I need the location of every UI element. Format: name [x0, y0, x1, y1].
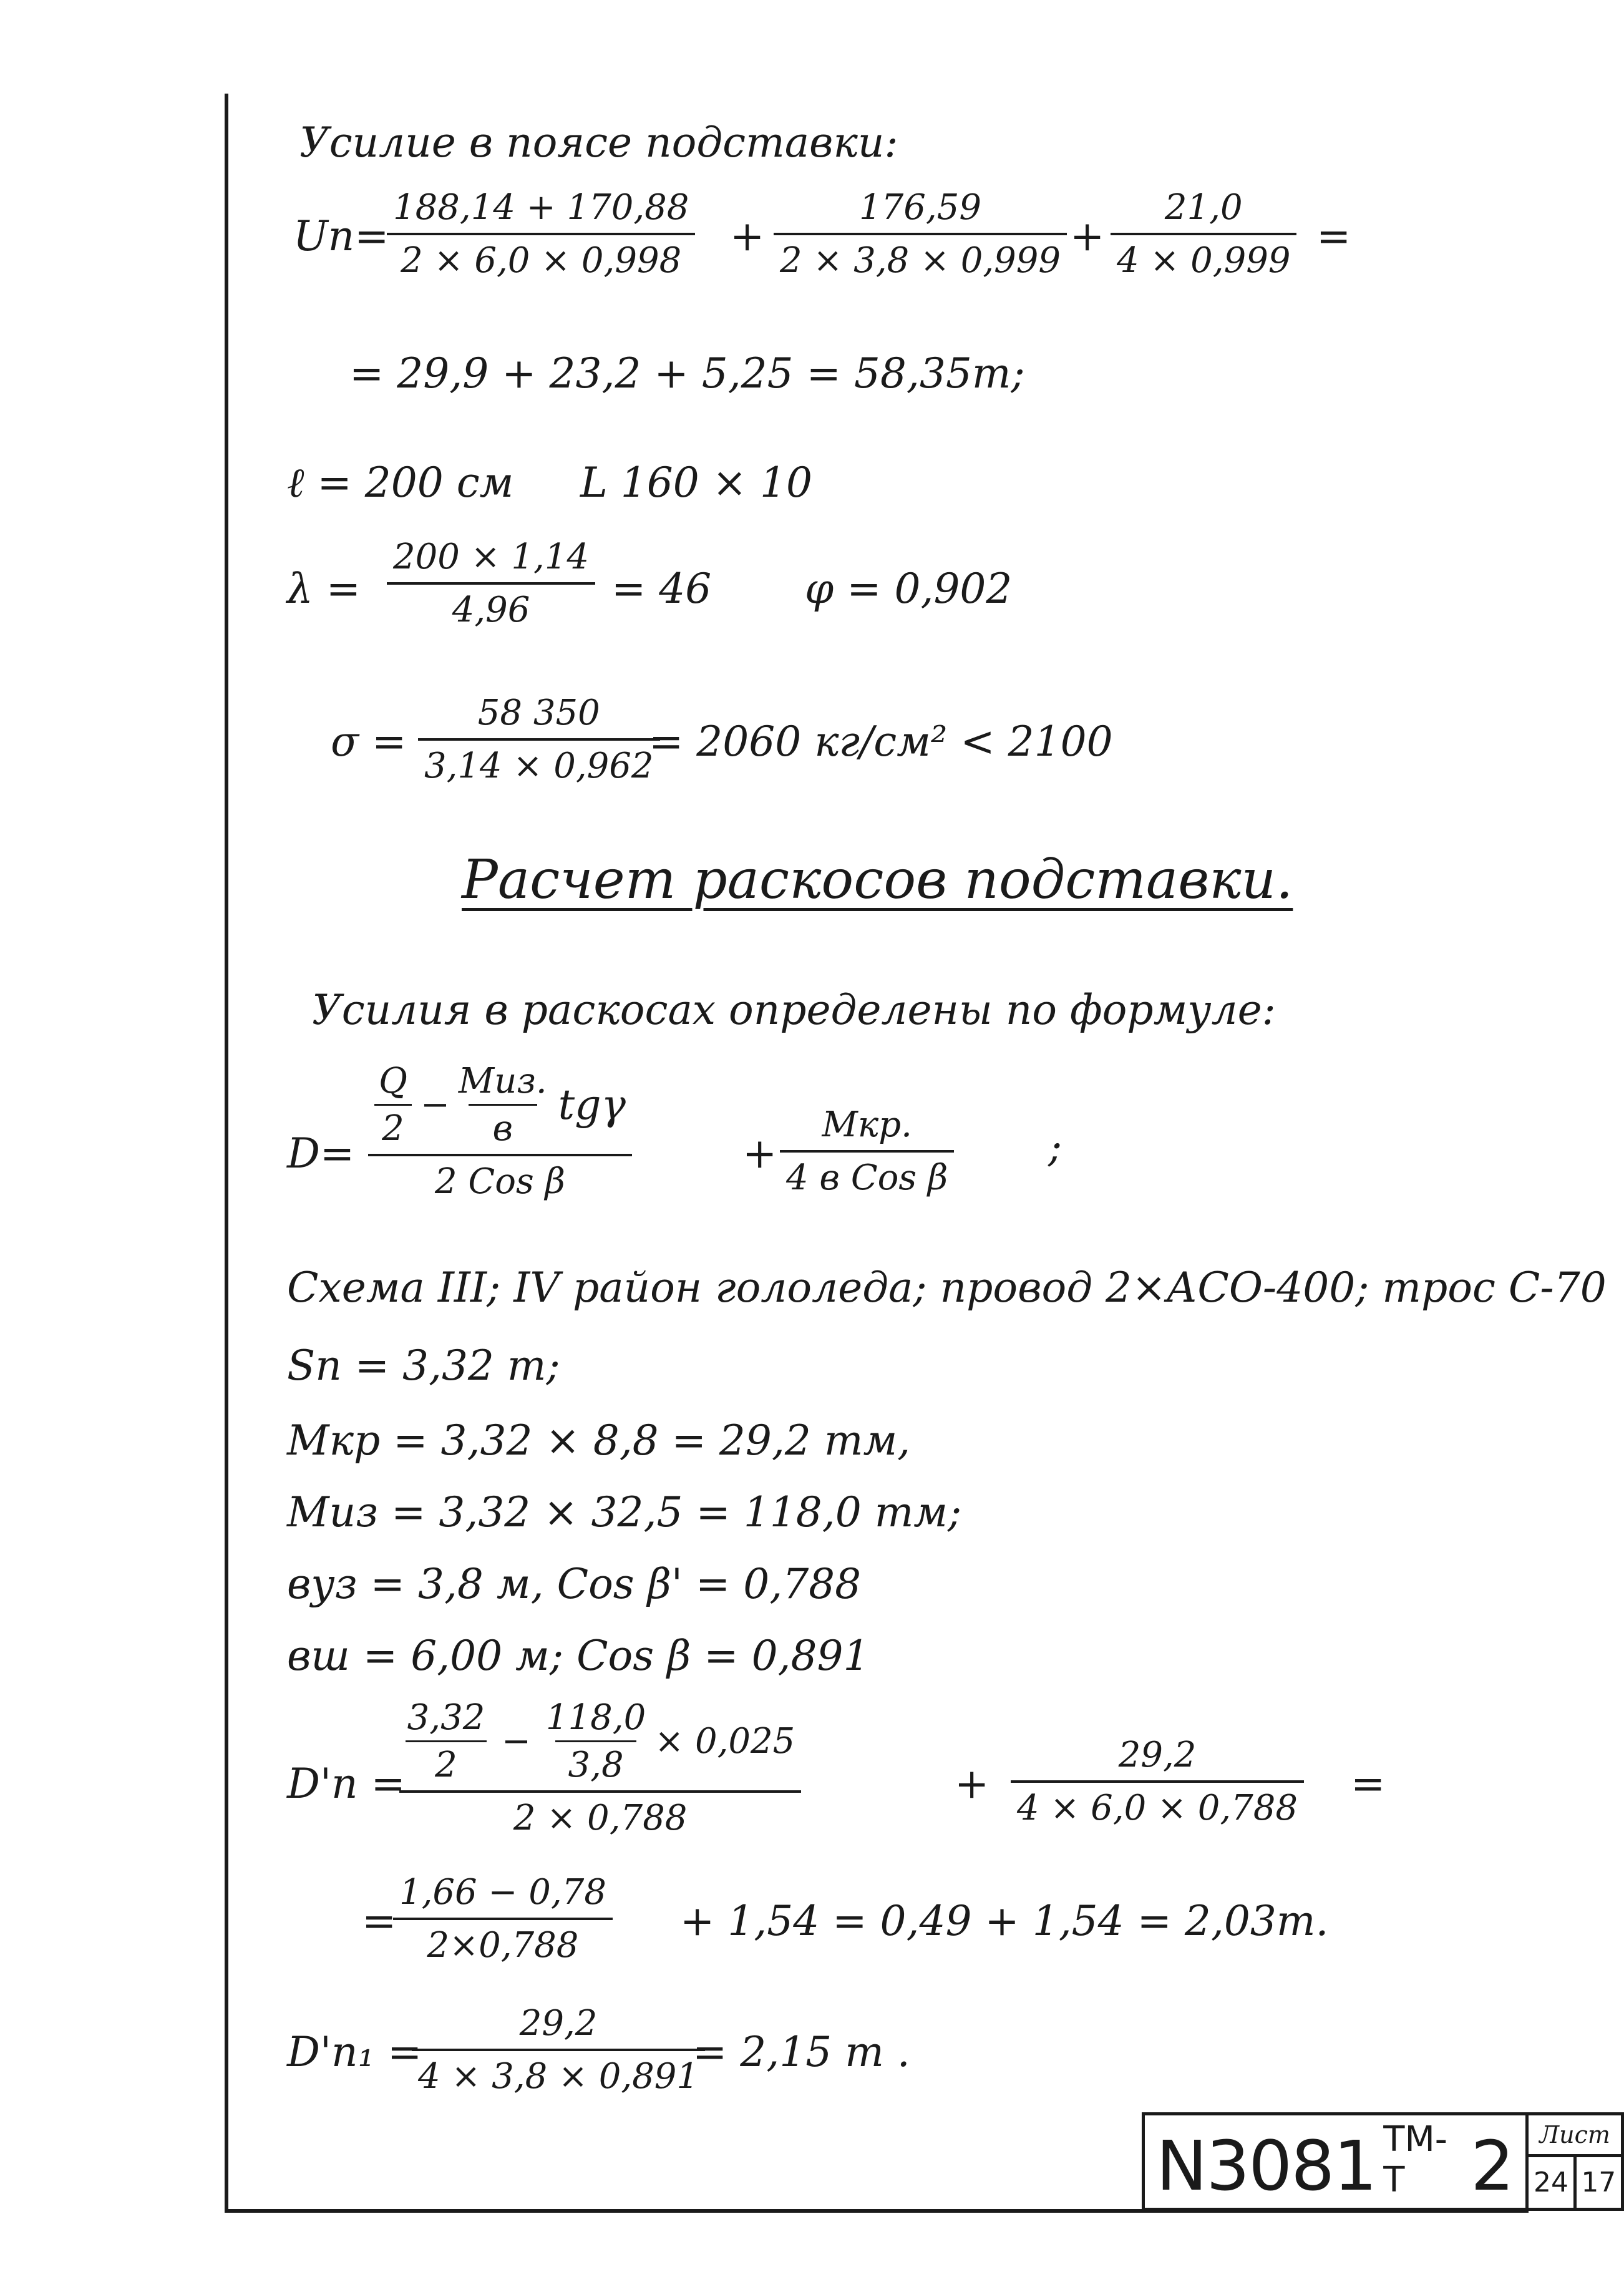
sn-value: Sп = 3,32 т;	[287, 1342, 560, 1390]
section-heading: Расчет раскосов подставки.	[462, 849, 1293, 911]
dn2-rest: + 1,54 = 0,49 + 1,54 = 2,03т.	[680, 1897, 1329, 1945]
dn-b-denominator: 3,8	[568, 1745, 624, 1785]
dn-mult: × 0,025	[654, 1721, 795, 1762]
un-plus-2: +	[1070, 212, 1105, 260]
dn-main-numerator	[399, 1697, 801, 1785]
dn1-lhs: D'п₁ =	[287, 2028, 422, 2076]
dn1-denominator: 4 × 3,8 × 0,891	[418, 2056, 699, 2097]
sigma-numerator: 58 350	[477, 693, 600, 733]
left-margin-line	[225, 94, 228, 2209]
document-suffix: ТМ-Т	[1383, 2119, 1447, 2200]
un-plus-1: +	[730, 212, 765, 260]
document-number: 2	[1471, 2126, 1515, 2206]
d-main-fraction	[368, 1061, 632, 1202]
dn-equals: =	[1351, 1760, 1386, 1808]
dn-main-denominator: 2 × 0,788	[513, 1798, 688, 1838]
d-q-fraction	[374, 1061, 412, 1149]
d-miz-fraction	[459, 1061, 547, 1149]
angle-profile: L 160 × 10	[580, 459, 813, 507]
un-fraction-1	[387, 187, 695, 281]
sigma-fraction	[418, 693, 660, 786]
d-main-denominator: 2 Cos β	[434, 1161, 565, 1202]
fraction-bar	[1011, 1780, 1304, 1783]
d-plus: +	[742, 1129, 777, 1178]
sheet-cell-2: 17	[1573, 2157, 1621, 2208]
fraction-bar	[469, 1104, 537, 1106]
dn2-denominator: 2×0,788	[427, 1925, 579, 1966]
fraction-bar	[418, 738, 660, 741]
phi-value: φ = 0,902	[805, 565, 1013, 613]
fraction-bar	[412, 2049, 705, 2051]
un-lhs: Uп=	[293, 212, 389, 260]
dn2-equals: =	[362, 1897, 397, 1945]
fraction-bar	[555, 1740, 636, 1742]
bsh-value: вш = 6,00 м; Cos β = 0,891	[287, 1632, 870, 1680]
document-code: N3081	[1156, 2126, 1376, 2206]
dn-plus: +	[955, 1760, 989, 1808]
dn1-numerator: 29,2	[519, 2003, 598, 2044]
sigma-denominator: 3,14 × 0,962	[424, 746, 654, 786]
dn1-fraction	[412, 2003, 705, 2097]
lambda-lhs: λ =	[287, 565, 361, 613]
sheet-label: Лист	[1529, 2115, 1621, 2157]
un-f1-denominator: 2 × 6,0 × 0,998	[401, 240, 682, 281]
fraction-bar	[368, 1154, 632, 1156]
dn-a-numerator: 3,32	[407, 1697, 485, 1738]
title-block-stamp	[1142, 2112, 1624, 2211]
un-fraction-3	[1111, 187, 1296, 281]
scheme-line: Схема III; IV район гололеда; провод 2×АСО-400; трос С-70	[287, 1264, 1607, 1312]
d-minus: −	[421, 1085, 450, 1125]
d-q-numerator: Q	[379, 1061, 407, 1101]
fraction-bar	[387, 582, 595, 585]
dn-minus: −	[502, 1721, 531, 1762]
d-miz-numerator: Mиз.	[458, 1061, 547, 1101]
fraction-bar	[399, 1790, 801, 1793]
formula-intro: Усилия в раскосах определены по формуле:	[312, 986, 1276, 1034]
un-f2-numerator: 176,59	[859, 187, 981, 228]
d-end: ;	[1048, 1123, 1062, 1171]
dn1-value: = 2,15 т .	[693, 2028, 910, 2076]
d-tg: tgγ	[558, 1081, 626, 1129]
dn2-fraction	[393, 1872, 613, 1966]
sigma-lhs: σ =	[331, 718, 407, 766]
lambda-fraction	[387, 537, 595, 630]
stamp-sheet-box	[1525, 2115, 1621, 2208]
un-f3-numerator: 21,0	[1164, 187, 1243, 228]
dn-second-denominator: 4 × 6,0 × 0,788	[1017, 1788, 1298, 1828]
un-fraction-2	[774, 187, 1067, 281]
sheet-cells	[1529, 2157, 1621, 2208]
d-q-denominator: 2	[382, 1108, 404, 1149]
mkr-value: Mкр = 3,32 × 8,8 = 29,2 тм,	[287, 1417, 911, 1465]
un-f2-denominator: 2 × 3,8 × 0,999	[780, 240, 1061, 281]
dn-b-numerator: 118,0	[545, 1697, 646, 1738]
fraction-bar	[374, 1104, 412, 1106]
dn-main-fraction	[399, 1697, 801, 1838]
fraction-bar	[406, 1740, 487, 1742]
dn-second-numerator: 29,2	[1118, 1735, 1197, 1775]
un-f1-numerator: 188,14 + 170,88	[393, 187, 689, 228]
dn-second-fraction	[1011, 1735, 1304, 1828]
d-second-numerator: Mкр.	[822, 1104, 912, 1145]
fraction-bar	[393, 1918, 613, 1920]
lambda-denominator: 4,96	[452, 590, 530, 630]
d-second-denominator: 4 в Cos β	[786, 1158, 948, 1198]
biz-value: вуз = 3,8 м, Cos β' = 0,788	[287, 1560, 862, 1608]
fraction-bar	[1111, 233, 1296, 235]
sigma-value: = 2060 кг/см² < 2100	[649, 718, 1113, 766]
lambda-numerator: 200 × 1,14	[393, 537, 590, 577]
d-main-numerator	[368, 1061, 632, 1149]
dn-a-denominator: 2	[435, 1745, 457, 1785]
fraction-bar	[780, 1150, 954, 1153]
d-miz-denominator: в	[492, 1108, 513, 1149]
dn-lhs: D'п =	[287, 1760, 406, 1808]
length-value: ℓ = 200 см	[287, 459, 514, 507]
stamp-main	[1145, 2115, 1525, 2208]
dn-a-fraction	[406, 1697, 487, 1785]
fraction-bar	[387, 233, 695, 235]
sheet-cell-1: 24	[1533, 2167, 1568, 2198]
d-lhs: D=	[287, 1129, 355, 1178]
fraction-bar	[774, 233, 1067, 235]
dn2-numerator: 1,66 − 0,78	[399, 1872, 606, 1913]
miz-value: Mиз = 3,32 × 32,5 = 118,0 тм;	[287, 1488, 962, 1536]
un-result: = 29,9 + 23,2 + 5,25 = 58,35т;	[349, 349, 1025, 397]
un-f3-denominator: 4 × 0,999	[1117, 240, 1291, 281]
chord-force-title: Усилие в поясе подставки:	[299, 119, 898, 167]
un-equals: =	[1316, 212, 1351, 260]
d-second-fraction	[780, 1104, 954, 1198]
dn-b-fraction	[546, 1697, 646, 1785]
lambda-value: = 46	[611, 565, 712, 613]
